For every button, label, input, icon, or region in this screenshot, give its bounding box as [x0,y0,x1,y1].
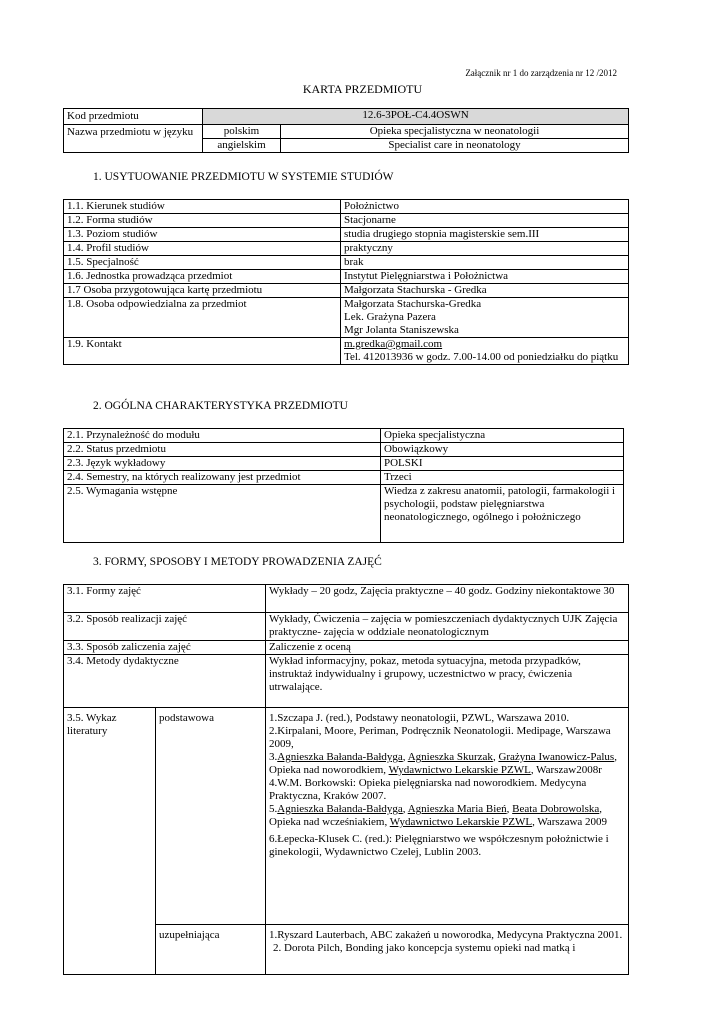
contact-info [341,338,629,365]
publisher-link[interactable]: Wydawnictwo Lekarskie PZWL [388,764,531,776]
s2-row-label: 2.4. Semestry, na których realizowany jest przedmiot [64,471,381,485]
title-text: , Opieka nad wcześniakiem, [269,803,602,828]
responsible-person: Lek. Grażyna Pazera [344,311,436,323]
contact-email-link[interactable]: m.gredka@gmail.com [344,338,443,350]
item-number: 5. [269,803,278,815]
section1-heading: 1. USYTUOWANIE PRZEDMIOTU W SYSTEMIE STUDIÓW [93,171,394,183]
s2-row-value: Opieka specjalistyczna [381,429,624,443]
separator: , [402,751,408,763]
responsible-label: 1.8. Osoba odpowiedzialna za przedmiot [64,298,341,338]
author-link[interactable]: Beata Dobrowolska [512,803,600,815]
course-name-en: Specialist care in neonatology [281,139,629,153]
s2-row-label: 2.5. Wymagania wstępne [64,485,381,543]
s2-row-label: 2.3. Język wykładowy [64,457,381,471]
annex-note: Załącznik nr 1 do zarządzenia nr 12 /2012 [465,68,617,78]
responsible-persons [341,298,629,338]
s3-row-value: Wykłady, Ćwiczenia – zajęcia w pomieszczeniach dydaktycznych UJK Zajęcia praktyczne- zajęcia w oddziale neonatologicznym [266,613,629,641]
literature-basic-label: podstawowa [156,708,266,925]
s1-row-label: 1.6. Jednostka prowadząca przedmiot [64,270,341,284]
responsible-person: Mgr Jolanta Staniszewska [344,324,459,336]
course-code: 12.6-3POŁ-C4.4OSWN [203,109,629,125]
s1-row-value: studia drugiego stopnia magisterskie sem.III [341,228,629,242]
s3-row-value: Wykład informacyjny, pokaz, metoda sytuacyjna, metoda przypadków, instruktaż indywidualny i grupowy, uczestnictwo w pracy, ćwiczenia utrwalające. [266,655,629,708]
author-link[interactable]: Agnieszka Bałanda-Bałdyga [277,803,403,815]
code-label: Kod przedmiotu [64,109,203,125]
s1-row-value: Stacjonarne [341,214,629,228]
s2-row-value: POLSKI [381,457,624,471]
literature-item: 4.W.M. Borkowski: Opieka pielęgniarska nad noworodkiem. Medycyna Praktyczna, Kraków 2007. [269,777,587,802]
literature-label: 3.5. Wykaz literatury [64,708,156,975]
year-text: , Warszaw2008r [530,764,602,776]
literature-basic-list [266,708,629,925]
literature-item: 2. Dorota Pilch, Bonding jako koncepcja systemu opieki nad matką i [273,942,576,954]
s2-row-label: 2.2. Status przedmiotu [64,443,381,457]
section3-heading: 3. FORMY, SPOSOBY I METODY PROWADZENIA ZAJĘĆ [93,556,382,568]
s2-row-label: 2.1. Przynależność do modułu [64,429,381,443]
s1-row-value: Małgorzata Stachurska - Gredka [341,284,629,298]
author-link[interactable]: Agnieszka Maria Bień [407,803,507,815]
literature-item: 1.Szczapa J. (red.), Podstawy neonatologii, PZWL, Warszawa 2010. [269,712,570,724]
s2-row-value: Obowiązkowy [381,443,624,457]
s2-row-value: Wiedza z zakresu anatomii, patologii, farmakologii i psychologii, podstaw pielęgniarstwa neonatologicznego, ogólnego i położniczego [381,485,624,543]
s3-row-label: 3.4. Metody dydaktyczne [64,655,266,708]
literature-item [269,803,625,829]
s3-row-value: Zaliczenie z oceną [266,641,629,655]
literature-supp-label: uzupełniająca [156,925,266,975]
s1-row-label: 1.4. Profil studiów [64,242,341,256]
section2-heading: 2. OGÓLNA CHARAKTERYSTYKA PRZEDMIOTU [93,400,348,412]
s1-row-value: Instytut Pielęgniarstwa i Położnictwa [341,270,629,284]
publisher-link[interactable]: Wydawnictwo Lekarskie PZWL [389,816,533,828]
s1-row-label: 1.2. Forma studiów [64,214,341,228]
author-link[interactable]: Grażyna Iwanowicz-Palus [498,751,615,763]
responsible-person: Małgorzata Stachurska-Gredka [344,298,482,310]
literature-item: 6.Łepecka-Klusek C. (red.): Pielęgniarstwo we współczesnym położnictwie i ginekologii, Wydawnictwo Czelej, Lublin 2003. [269,833,609,858]
s1-row-label: 1.3. Poziom studiów [64,228,341,242]
s1-row-label: 1.5. Specjalność [64,256,341,270]
s1-row-label: 1.1. Kierunek studiów [64,200,341,214]
s3-row-label: 3.1. Formy zajęć [64,585,266,613]
separator: , [402,803,408,815]
s1-row-value: Położnictwo [341,200,629,214]
s1-row-value: brak [341,256,629,270]
separator: , [506,803,513,815]
s1-row-label: 1.7 Osoba przygotowująca kartę przedmiotu [64,284,341,298]
section2-table [63,428,624,543]
lang-polish: polskim [203,125,281,139]
literature-supp-list [266,925,629,975]
literature-item: 1.Ryszard Lauterbach, ABC zakażeń u noworodka, Medycyna Praktyczna 2001. [269,929,623,941]
s1-row-value: praktyczny [341,242,629,256]
s3-row-label: 3.2. Sposób realizacji zajęć [64,613,266,641]
s2-row-value: Trzeci [381,471,624,485]
document-title: KARTA PRZEDMIOTU [302,82,423,96]
year-text: , Warszawa 2009 [532,816,608,828]
item-number: 3. [269,751,278,763]
author-link[interactable]: Agnieszka Bałanda-Bałdyga [277,751,403,763]
title-text: , Opieka nad noworodkiem, [269,751,617,776]
lang-english: angielskim [203,139,281,153]
section1-table [63,199,629,365]
author-link[interactable]: Agnieszka Skurzak [407,751,493,763]
s3-row-label: 3.3. Sposób zaliczenia zajęć [64,641,266,655]
contact-phone: Tel. 412013936 w godz. 7.00-14.00 od poniedziałku do piątku [344,351,619,363]
s3-row-value: Wykłady – 20 godz, Zajęcia praktyczne – 40 godz. Godziny niekontaktowe 30 [266,585,629,613]
literature-item: 2.Kirpalani, Moore, Periman, Podręcznik Neonatologii. Medipage, Warszawa 2009, [269,725,611,750]
name-label: Nazwa przedmiotu w języku [64,125,203,153]
course-name-pl: Opieka specjalistyczna w neonatologii [281,125,629,139]
literature-item [269,751,625,777]
contact-label: 1.9. Kontakt [64,338,341,365]
course-code-table [63,108,629,153]
section3-table [63,584,629,975]
separator: , [492,751,499,763]
